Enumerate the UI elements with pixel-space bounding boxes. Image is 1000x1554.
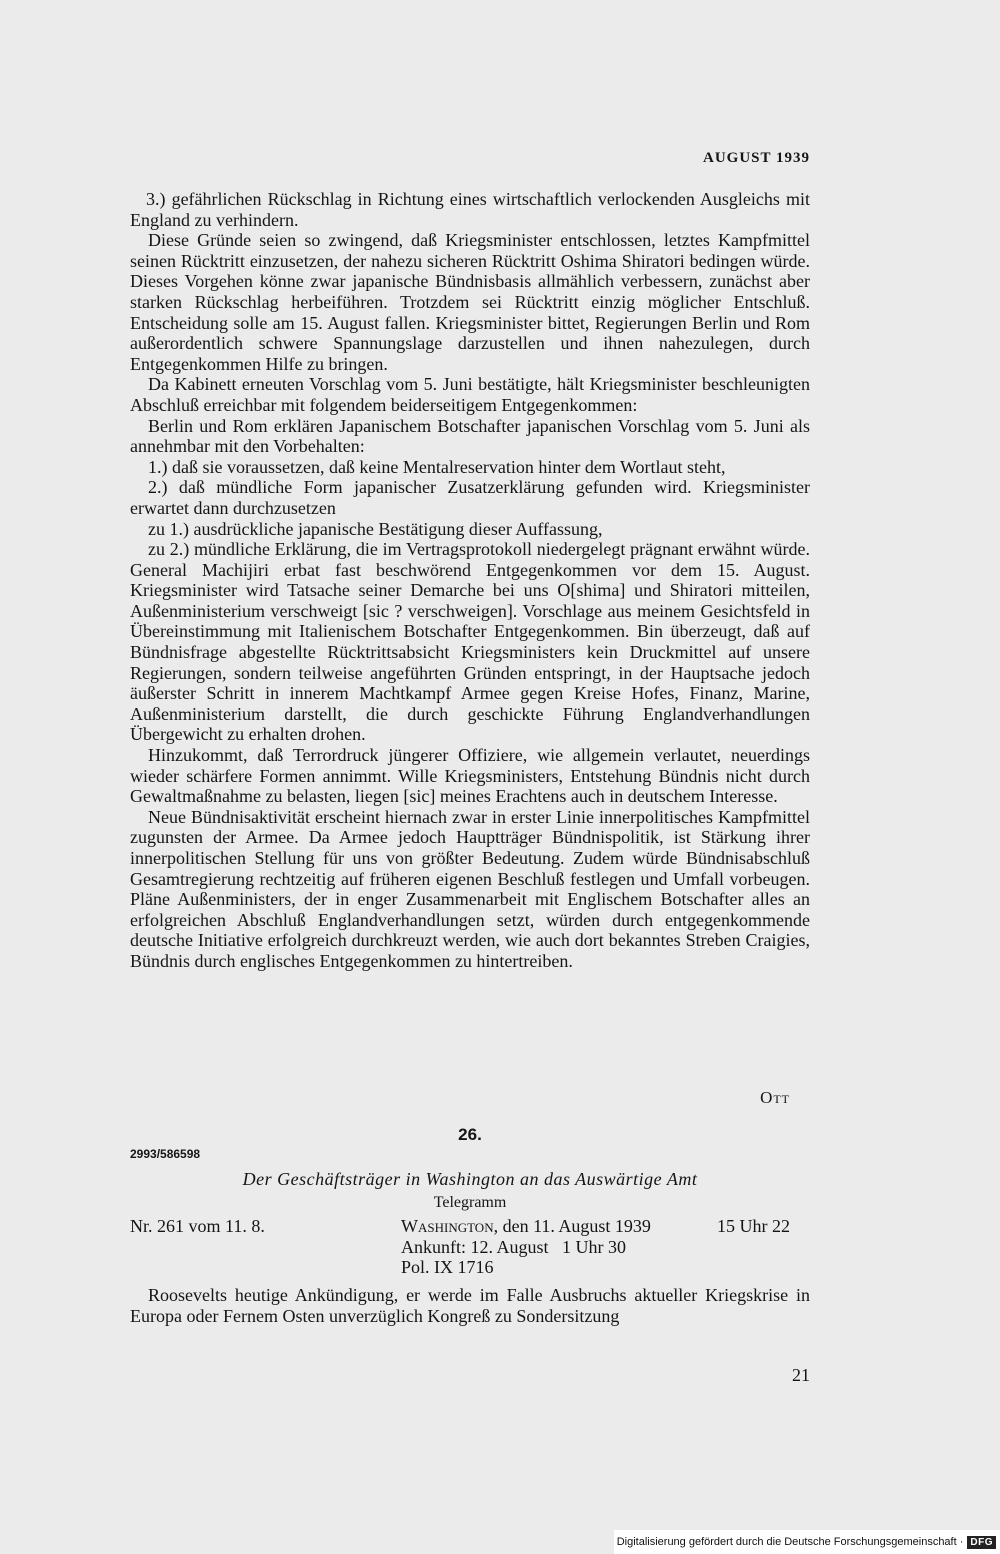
main-text [130,189,810,972]
paragraph-9: Hinzukommt, daß Terrordruck jüngerer Offiziere, wie allgemein verlautet, neuerdings wieder schärfere Formen annimmt. Wille Kriegsministers, Entstehung Bündnis nicht durch Gewaltmaßnahme zu belasten, liegen [sic] meines Erachtens auch in deutschem Interesse. [130,745,810,807]
paragraph-5: 1.) daß sie voraussetzen, daß keine Mentalreservation hinter dem Wortlaut steht, [148,456,726,477]
arrival-line: Ankunft: 12. August 1 Uhr 30 [401,1236,626,1257]
footer-bar [614,1530,1000,1554]
dispatch-time: 15 Uhr 22 [717,1216,790,1236]
dispatch-details [401,1216,651,1278]
paragraph-2: Diese Gründe seien so zwingend, daß Kriegsminister entschlossen, letztes Kampfmittel seinen Rücktritt einzusetzen, der nahezu sicheren Rücktritt Oshima Shiratori bedingen würde. Dieses Vorgehen könne zwar japanische Bündnisbasis allmählich verbessern, zunächst aber starken Rückschlag herbeiführen. Trotzdem sei Rücktritt einzig möglicher Entschluß. Entscheidung solle am 15. August fallen. Kriegsminister bittet, Regierungen Berlin und Rom außerordentlich schwere Spannungslage darzustellen und ihnen nahezulegen, durch Entgegenkommen Hilfe zu bringen. [130,230,810,374]
paragraph-6: 2.) daß mündliche Form japanischer Zusatzerklärung gefunden wird. Kriegsminister erwartet dann durchzusetzen [130,477,810,518]
paragraph-7: zu 1.) ausdrückliche japanische Bestätigung dieser Auffassung, [148,518,603,539]
document-type: Telegramm [433,1194,507,1211]
paragraph-10: Neue Bündnisaktivität erscheint hiernach zwar in erster Linie innerpolitisches Kampfmittel zugunsten der Armee. Da Armee jedoch Hauptträger Bündnispolitik, ist Stärkung ihrer innerpolitischen Stellung für uns von größter Bedeutung. Zudem würde Bündnisabschluß Gesamtregierung rechtzeitig auf früheren eigenen Beschluß festlegen und Umfall vorbeugen. Pläne Außenministers, der in enger Zusammenarbeit mit Englischem Botschafter alles an erfolgreichen Abschluß Englandverhandlungen setzt, würden durch entgegenkommende deutsche Initiative erfolgreich durchkreuzt werden, wie auch dort bekanntes Streben Craigies, Bündnis durch englisches Entgegenkommen zu hintertreiben. [130,806,810,971]
dispatch-reference: Nr. 261 vom 11. 8. [130,1216,265,1236]
dispatch-place: Washington [401,1216,494,1236]
signature: Ott [760,1088,790,1107]
page-number: 21 [792,1365,810,1385]
document-text [130,1285,810,1326]
document-number: 26. [458,1125,482,1144]
dispatch-place-date [401,1216,651,1237]
pol-reference: Pol. IX 1716 [401,1257,494,1277]
document-paragraph-1: Roosevelts heutige Ankündigung, er werde im Falle Ausbruchs aktueller Kriegskrise in Europa oder Fernem Osten unverzüglich Kongreß zu Sondersitzung [130,1285,810,1326]
paragraph-1: 3.) gefährlichen Rückschlag in Richtung eines wirtschaftlich verlockenden Ausgleichs mit England zu verhindern. [130,189,810,230]
paragraph-4: Berlin und Rom erklären Japanischem Botschafter japanischen Vorschlag vom 5. Juni als annehmbar mit den Vorbehalten: [130,415,810,457]
footer-text: Digitalisierung gefördert durch die Deutsche Forschungsgemeinschaft · [616,1536,964,1548]
dispatch-date: , den 11. August 1939 [493,1216,651,1236]
dfg-logo-icon: DFG [967,1536,996,1549]
paragraph-8: zu 2.) mündliche Erklärung, die im Vertragsprotokoll niedergelegt prägnant erwähnt würde. General Machijiri erbat fast beschwörend Entgegenkommen vor dem 15. August. Kriegsminister wird Tatsache seiner Demarche bei uns O[shima] und Shiratori mitteilen, Außenministerium verschweigt [sic ? verschweigen]. Vorschlage aus meinem Gesichtsfeld in Übereinstimmung mit Italienischem Botschafter Entgegenkommen. Bin überzeugt, daß auf Bündnisfrage abgestellte Rücktrittsabsicht Kriegsministers kein Druckmittel auf unsere Regierungen, sondern teilweise angeführten Gründen entspringt, in der Hauptsache jedoch äußerster Schritt in innerem Machtkampf Armee gegen Kreise Hofes, Finanz, Marine, Außenministerium darstellt, die durch geschickte Führung Englandverhandlungen Übergewicht zu erhalten drohen. [130,539,810,745]
file-reference: 2993/586598 [130,1147,201,1161]
document-title: Der Geschäftsträger in Washington an das Auswärtige Amt [242,1169,698,1189]
paragraph-3: Da Kabinett erneuten Vorschlag vom 5. Juni bestätigte, hält Kriegsminister beschleunigten Abschluß erreichbar mit folgendem beiderseitigem Entgegenkommen: [130,374,810,415]
running-head: AUGUST 1939 [703,150,810,166]
